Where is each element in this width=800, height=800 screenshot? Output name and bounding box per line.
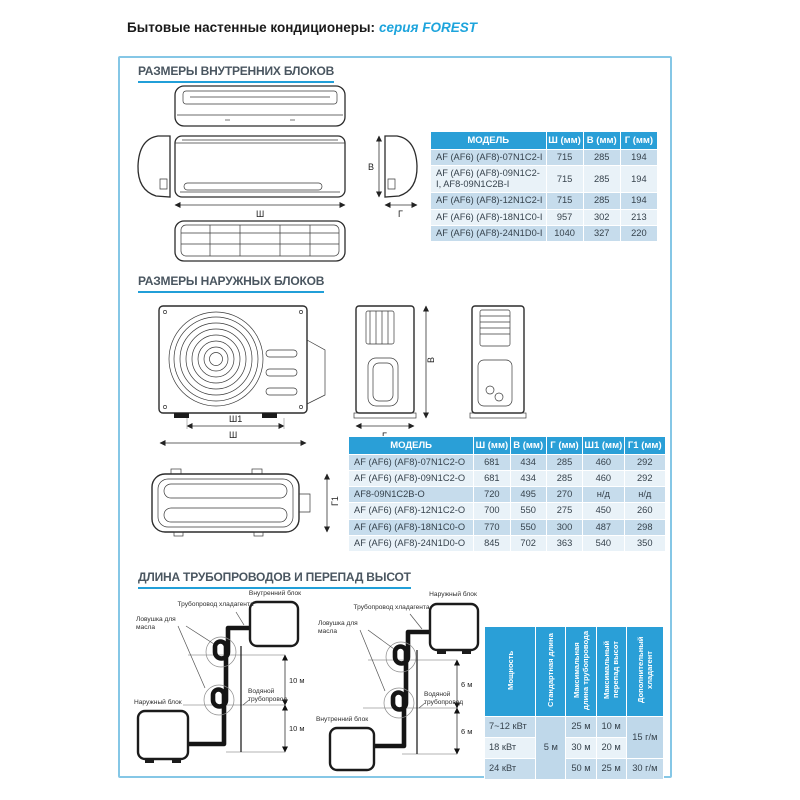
table-header-row — [349, 437, 665, 454]
value-cell: 292 — [625, 455, 665, 470]
value-cell: 363 — [547, 536, 582, 551]
outdoor-top-dimensions — [327, 474, 340, 532]
value-cell: н/д — [625, 487, 665, 502]
header-max-height: Максимальный перепад высот — [602, 640, 621, 700]
value-cell: 957 — [547, 210, 583, 225]
header-cell: МОДЕЛЬ — [349, 437, 473, 454]
indoor-unit-label: Внутренний блок — [248, 590, 302, 597]
indoor-unit-box — [330, 728, 374, 770]
table-header-row — [485, 627, 663, 716]
indoor-dim-width-label: Ш — [256, 209, 265, 219]
table-row — [349, 520, 665, 535]
header-cell: Ш1 (мм) — [583, 437, 623, 454]
max-length-cell: 50 м — [566, 759, 595, 779]
max-height-cell: 10 м — [597, 717, 626, 737]
value-cell: 1040 — [547, 226, 583, 241]
value-cell: 720 — [474, 487, 509, 502]
outdoor-units-table — [348, 436, 666, 552]
indoor-dim-height-label: В — [368, 162, 375, 172]
value-cell: 845 — [474, 536, 509, 551]
value-cell: 285 — [584, 150, 620, 165]
model-cell: AF (AF6) (AF8)-07N1C2-O — [349, 455, 473, 470]
indoor-dim-depth-label: Г — [398, 209, 403, 219]
table-row — [431, 193, 657, 208]
indoor-unit-label: Внутренний блок — [316, 716, 369, 723]
model-cell: AF8-09N1C2B-O — [349, 487, 473, 502]
value-cell: 715 — [547, 193, 583, 208]
pipes-section-heading: ДЛИНА ТРУБОПРОВОДОВ И ПЕРЕПАД ВЫСОТ — [138, 570, 411, 589]
max-height-cell: 25 м — [597, 759, 626, 779]
value-cell: 194 — [621, 150, 657, 165]
value-cell: 213 — [621, 210, 657, 225]
water-pipe-label: Водяной трубопровод — [424, 691, 464, 707]
outdoor-front-view — [159, 306, 325, 418]
header-cell — [597, 627, 626, 716]
value-cell: 700 — [474, 503, 509, 518]
max-height-cell: 20 м — [597, 738, 626, 758]
value-cell: н/д — [583, 487, 623, 502]
value-cell: 450 — [583, 503, 623, 518]
value-cell: 434 — [511, 471, 546, 486]
dim-lower-label: 10 м — [289, 724, 305, 733]
value-cell: 220 — [621, 226, 657, 241]
max-length-cell: 25 м — [566, 717, 595, 737]
table-row — [485, 759, 663, 779]
value-cell: 327 — [584, 226, 620, 241]
indoor-top-view — [175, 86, 345, 126]
refrigerant-pipe-label: Трубопровод хладагента — [353, 604, 430, 611]
outdoor-dim-width1-label: Ш1 — [229, 414, 243, 424]
extra-refrigerant-cell: 30 г/м — [627, 759, 663, 779]
value-cell: 550 — [511, 520, 546, 535]
page-title — [127, 20, 477, 35]
dim-upper-label: 10 м — [289, 676, 305, 685]
indoor-left-side-view — [138, 136, 170, 197]
refrigerant-pipe-label: Трубопровод хладагента — [177, 601, 254, 608]
indoor-bottom-view — [175, 221, 345, 261]
value-cell: 715 — [547, 150, 583, 165]
model-cell: AF (AF6) (AF8)-12N1C2-O — [349, 503, 473, 518]
value-cell: 194 — [621, 193, 657, 208]
value-cell: 298 — [625, 520, 665, 535]
value-cell: 285 — [584, 193, 620, 208]
page-title-series: серия FOREST — [379, 20, 477, 35]
value-cell: 495 — [511, 487, 546, 502]
value-cell: 260 — [625, 503, 665, 518]
header-cell: Ш (мм) — [547, 132, 583, 149]
outdoor-section-heading: РАЗМЕРЫ НАРУЖНЫХ БЛОКОВ — [138, 274, 324, 293]
value-cell: 715 — [547, 166, 583, 192]
outdoor-unit-front-top-drawing — [134, 298, 349, 550]
refrigerant-pipe-path — [370, 632, 430, 746]
header-cell: В (мм) — [511, 437, 546, 454]
header-cell: МОДЕЛЬ — [431, 132, 546, 149]
header-cell: Г1 (мм) — [625, 437, 665, 454]
value-cell: 285 — [547, 471, 582, 486]
table-row — [485, 717, 663, 737]
extra-refrigerant-cell: 15 г/м — [627, 717, 663, 758]
header-cell: Г (мм) — [621, 132, 657, 149]
value-cell: 292 — [625, 471, 665, 486]
outdoor-top-view — [152, 469, 310, 536]
standard-length-cell: 5 м — [536, 717, 565, 779]
header-cell: В (мм) — [584, 132, 620, 149]
model-cell: AF (AF6) (AF8)-24N1D0-O — [349, 536, 473, 551]
header-cell — [627, 627, 663, 716]
oil-trap-label: Ловушка для масла — [136, 616, 176, 632]
value-cell: 460 — [583, 471, 623, 486]
dim-upper-label: 6 м — [461, 680, 473, 689]
table-row — [349, 503, 665, 518]
header-cell: Г (мм) — [547, 437, 582, 454]
model-cell: AF (AF6) (AF8)-07N1C2-I — [431, 150, 546, 165]
model-cell: AF (AF6) (AF8)-18N1C0-I — [431, 210, 546, 225]
oil-trap-label: Ловушка для масла — [318, 620, 358, 636]
pipe-diagram-outdoor-above — [312, 588, 487, 794]
model-cell: AF (AF6) (AF8)-18N1C0-O — [349, 520, 473, 535]
power-cell: 18 кВт — [485, 738, 535, 758]
indoor-dimensions — [175, 136, 417, 219]
header-extra-refrigerant: Дополнительный хладагент — [635, 636, 654, 704]
value-cell: 540 — [583, 536, 623, 551]
pipe-diagram-indoor-above — [128, 588, 310, 794]
indoor-unit-drawing — [130, 84, 422, 266]
value-cell: 460 — [583, 455, 623, 470]
value-cell: 350 — [625, 536, 665, 551]
model-cell: AF (AF6) (AF8)-09N1C2-I, AF8-09N1C2B-I — [431, 166, 546, 192]
outdoor-dim-height-label: В — [426, 356, 436, 364]
value-cell: 194 — [621, 166, 657, 192]
value-cell: 285 — [584, 166, 620, 192]
table-row — [431, 166, 657, 192]
indoor-units-table — [430, 131, 658, 242]
outdoor-unit-box — [138, 711, 188, 759]
table-row — [349, 487, 665, 502]
model-cell: AF (AF6) (AF8)-09N1C2-O — [349, 471, 473, 486]
value-cell: 681 — [474, 471, 509, 486]
pipe-length-table — [484, 626, 664, 780]
value-cell: 681 — [474, 455, 509, 470]
value-cell: 300 — [547, 520, 582, 535]
table-row — [349, 536, 665, 551]
indoor-right-side-view — [385, 136, 417, 197]
value-cell: 270 — [547, 487, 582, 502]
header-standard-length: Стандартная длина — [546, 633, 556, 707]
value-cell: 285 — [547, 455, 582, 470]
value-cell: 434 — [511, 455, 546, 470]
outdoor-unit-label: Наружный блок — [134, 699, 182, 706]
header-max-length: Максимальная длина трубопровода — [571, 630, 591, 710]
table-header-row — [431, 132, 657, 149]
content-box — [118, 56, 672, 778]
outdoor-front-dimensions — [160, 414, 306, 443]
indoor-front-view — [175, 136, 345, 197]
outdoor-dim-depth1-label: Г1 — [330, 496, 340, 506]
outdoor-side-view-1 — [354, 306, 416, 418]
indoor-section-heading: РАЗМЕРЫ ВНУТРЕННИХ БЛОКОВ — [138, 64, 334, 83]
max-length-cell: 30 м — [566, 738, 595, 758]
header-cell — [536, 627, 565, 716]
model-cell: AF (AF6) (AF8)-12N1C2-I — [431, 193, 546, 208]
value-cell: 702 — [511, 536, 546, 551]
header-power: Мощность — [505, 650, 515, 690]
value-cell: 550 — [511, 503, 546, 518]
table-row — [431, 210, 657, 225]
value-cell: 275 — [547, 503, 582, 518]
outdoor-unit-side-drawings — [352, 298, 537, 446]
table-row — [349, 471, 665, 486]
water-pipe-label: Водяной трубопровод — [248, 688, 288, 704]
table-row — [431, 150, 657, 165]
outdoor-side-view-2 — [470, 306, 526, 418]
outdoor-unit-label: Наружный блок — [429, 591, 477, 598]
header-cell — [566, 627, 595, 716]
value-cell: 302 — [584, 210, 620, 225]
power-cell: 7~12 кВт — [485, 717, 535, 737]
power-cell: 24 кВт — [485, 759, 535, 779]
value-cell: 770 — [474, 520, 509, 535]
outdoor-dim-width-label: Ш — [229, 430, 238, 440]
value-cell: 487 — [583, 520, 623, 535]
dim-lower-label: 6 м — [461, 727, 473, 736]
model-cell: AF (AF6) (AF8)-24N1D0-I — [431, 226, 546, 241]
page-title-text: Бытовые настенные кондиционеры: — [127, 20, 376, 35]
header-cell — [485, 627, 535, 716]
header-cell: Ш (мм) — [474, 437, 509, 454]
table-row — [349, 455, 665, 470]
table-row — [431, 226, 657, 241]
